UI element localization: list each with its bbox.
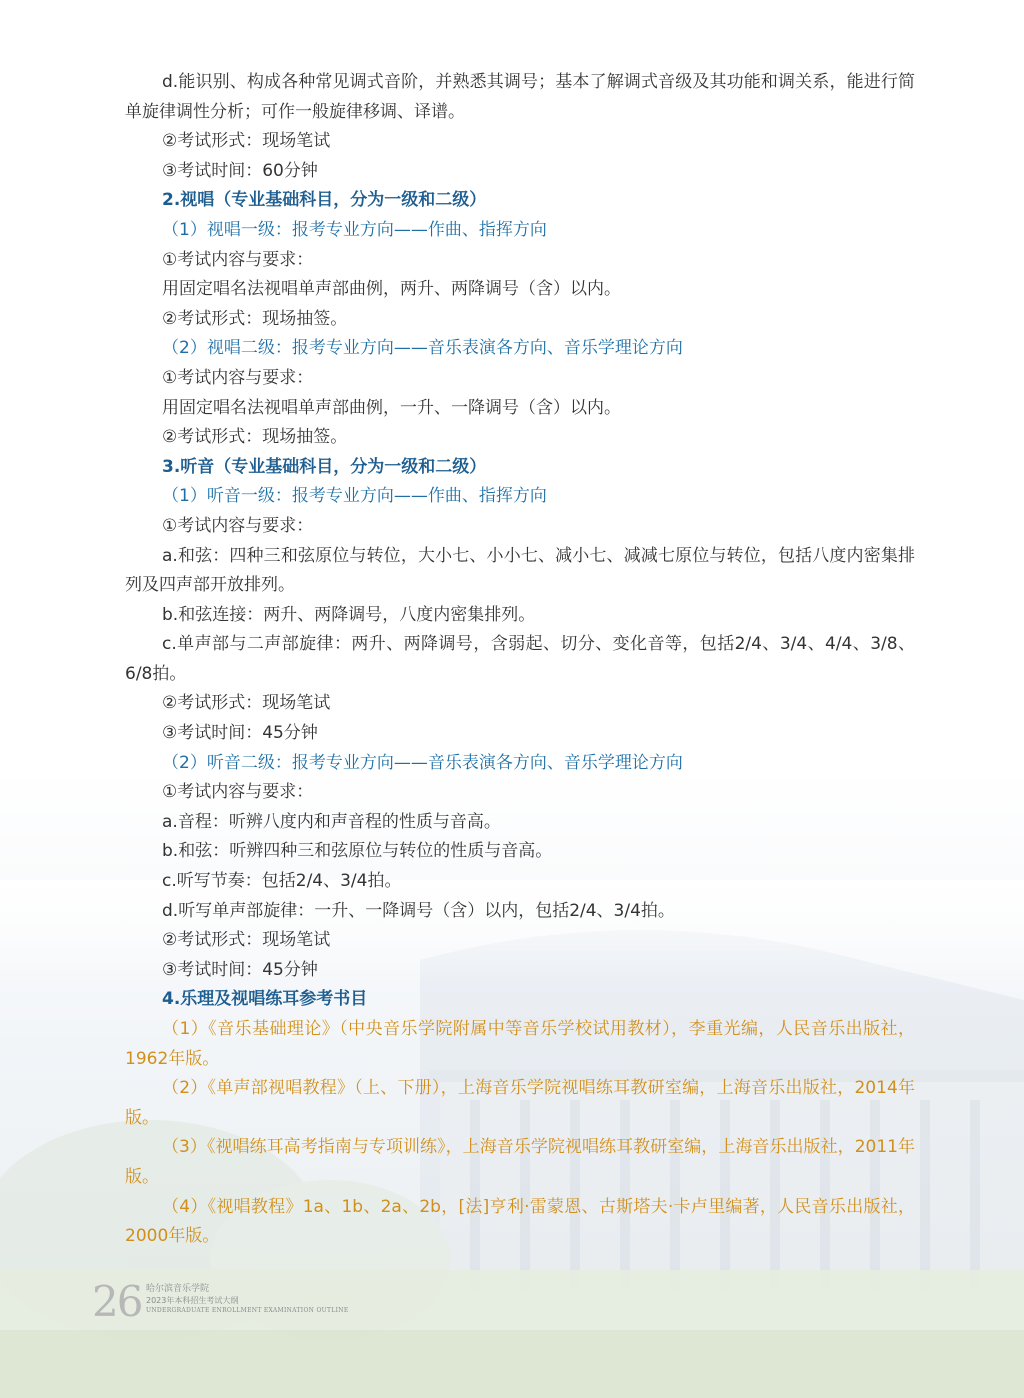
outline-title: 2023年本科招生考试大纲 — [146, 1296, 239, 1305]
section-heading: 3.听音（专业基础科目，分为一级和二级） — [162, 456, 487, 477]
section-heading: 2.视唱（专业基础科目，分为一级和二级） — [162, 190, 487, 211]
paragraph: a.和弦：四种三和弦原位与转位，大小七、小小七、减小七、减减七原位与转位，包括八度内密集排列及四声部开放排列。 — [125, 545, 915, 596]
paragraph: ③考试时间：45分钟 — [162, 959, 318, 980]
reference-item: （3）《视唱练耳高考指南与专项训练》，上海音乐学院视唱练耳教研室编，上海音乐出版社，2011年版。 — [125, 1137, 915, 1187]
subsection-heading: （1）听音一级：报考专业方向——作曲、指挥方向 — [162, 486, 547, 507]
paragraph: ②考试形式：现场笔试 — [162, 693, 331, 714]
paragraph: d.听写单声部旋律：一升、一降调号（含）以内，包括2/4、3/4拍。 — [162, 900, 675, 921]
paragraph: ③考试时间：60分钟 — [162, 160, 318, 181]
paragraph: c.听写节奏：包括2/4、3/4拍。 — [162, 871, 402, 892]
outline-title-en: UNDERGRADUATE ENROLLMENT EXAMINATION OUTLINE — [146, 1307, 349, 1314]
reference-item: （1）《音乐基础理论》（中央音乐学院附属中等音乐学校试用教材），李重光编，人民音乐出版社，1962年版。 — [125, 1019, 915, 1069]
paragraph: d.能识别、构成各种常见调式音阶，并熟悉其调号；基本了解调式音级及其功能和调关系，能进行简单旋律调性分析；可作一般旋律移调、译谱。 — [125, 72, 915, 122]
paragraph: ②考试形式：现场抽签。 — [162, 308, 348, 329]
paragraph: b.和弦：听辨四种三和弦原位与转位的性质与音高。 — [162, 841, 553, 862]
subsection-heading: （1）视唱一级：报考专业方向——作曲、指挥方向 — [162, 219, 547, 240]
paragraph: ①考试内容与要求： — [162, 249, 314, 270]
paragraph: a.音程：听辨八度内和声音程的性质与音高。 — [162, 811, 501, 832]
paragraph: b.和弦连接：两升、两降调号，八度内密集排列。 — [162, 604, 536, 625]
paragraph: 用固定唱名法视唱单声部曲例，两升、两降调号（含）以内。 — [162, 279, 621, 300]
paragraph: ②考试形式：现场笔试 — [162, 131, 331, 152]
school-name: 哈尔滨音乐学院 — [146, 1284, 210, 1294]
paragraph: ①考试内容与要求： — [162, 367, 314, 388]
page-number: 26 — [92, 1277, 142, 1326]
paragraph: ①考试内容与要求： — [162, 782, 314, 803]
reference-item: （2）《单声部视唱教程》（上、下册），上海音乐学院视唱练耳教研室编，上海音乐出版社，2014年版。 — [125, 1078, 915, 1128]
document-body — [125, 68, 915, 1252]
footer-text — [146, 1284, 349, 1315]
subsection-heading: （2）听音二级：报考专业方向——音乐表演各方向、音乐学理论方向 — [162, 752, 683, 773]
paragraph: 用固定唱名法视唱单声部曲例，一升、一降调号（含）以内。 — [162, 397, 621, 418]
paragraph: ①考试内容与要求： — [162, 515, 314, 536]
reference-item: （4）《视唱教程》1a、1b、2a、2b，[法]亨利·雷蒙恩、古斯塔夫·卡卢里编著，人民音乐出版社，2000年版。 — [125, 1196, 915, 1247]
paragraph: ②考试形式：现场笔试 — [162, 930, 331, 951]
paragraph: ③考试时间：45分钟 — [162, 723, 318, 744]
paragraph: ②考试形式：现场抽签。 — [162, 427, 348, 448]
paragraph: c.单声部与二声部旋律：两升、两降调号，含弱起、切分、变化音等，包括2/4、3/4、4/4、3/8、6/8拍。 — [125, 634, 915, 684]
subsection-heading: （2）视唱二级：报考专业方向——音乐表演各方向、音乐学理论方向 — [162, 338, 683, 359]
section-heading: 4.乐理及视唱练耳参考书目 — [162, 989, 368, 1010]
